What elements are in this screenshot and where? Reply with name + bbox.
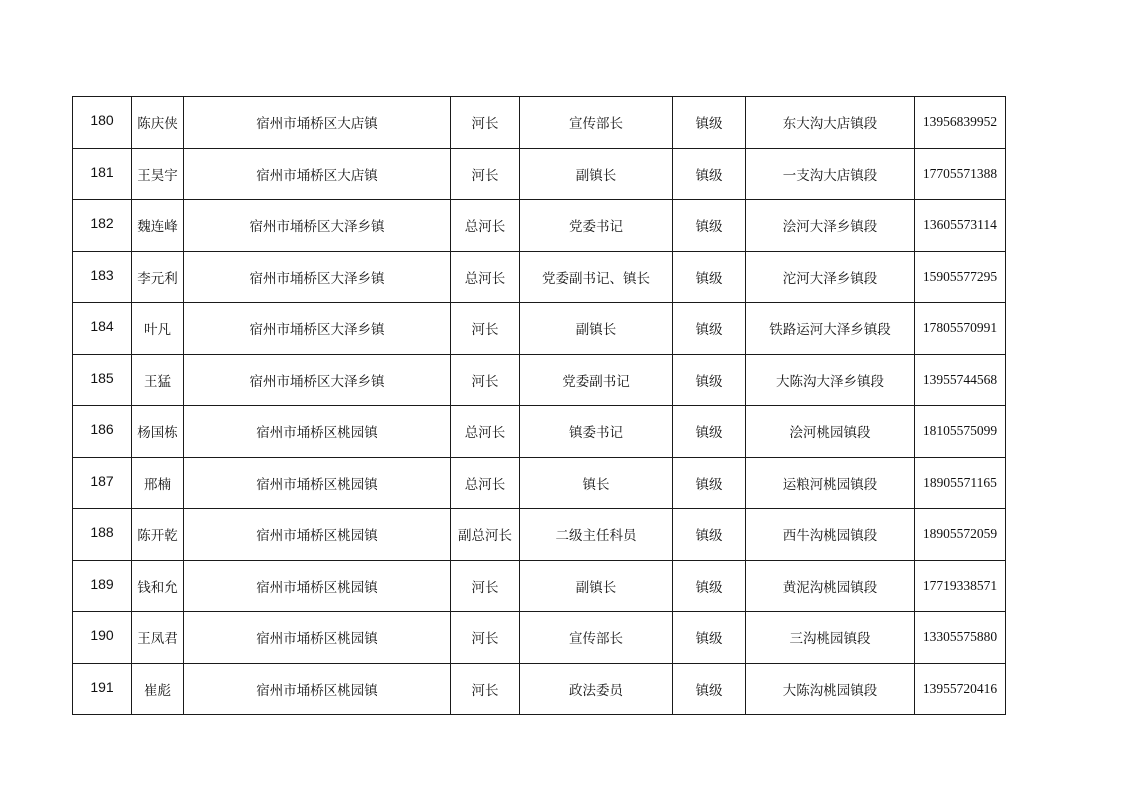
cell-unit: 宿州市埇桥区大泽乡镇 (184, 200, 451, 252)
cell-level: 镇级 (673, 457, 746, 509)
cell-role: 河长 (451, 560, 520, 612)
cell-name: 陈庆侠 (132, 97, 184, 149)
cell-level: 镇级 (673, 663, 746, 715)
cell-position: 政法委员 (520, 663, 673, 715)
cell-number: 180 (73, 97, 132, 149)
cell-section: 沱河大泽乡镇段 (746, 251, 915, 303)
cell-position: 宣传部长 (520, 97, 673, 149)
cell-role: 副总河长 (451, 509, 520, 561)
cell-name: 邢楠 (132, 457, 184, 509)
cell-position: 宣传部长 (520, 612, 673, 664)
cell-phone: 17719338571 (915, 560, 1006, 612)
cell-section: 浍河大泽乡镇段 (746, 200, 915, 252)
cell-position: 副镇长 (520, 560, 673, 612)
cell-number: 184 (73, 303, 132, 355)
cell-phone: 13955720416 (915, 663, 1006, 715)
cell-name: 杨国栋 (132, 406, 184, 458)
cell-number: 187 (73, 457, 132, 509)
cell-role: 总河长 (451, 200, 520, 252)
cell-name: 钱和允 (132, 560, 184, 612)
cell-level: 镇级 (673, 612, 746, 664)
cell-role: 河长 (451, 354, 520, 406)
table-row (73, 560, 1006, 612)
cell-position: 党委副书记 (520, 354, 673, 406)
table-row (73, 612, 1006, 664)
cell-section: 浍河桃园镇段 (746, 406, 915, 458)
cell-number: 189 (73, 560, 132, 612)
cell-section: 西牛沟桃园镇段 (746, 509, 915, 561)
cell-number: 185 (73, 354, 132, 406)
cell-phone: 13305575880 (915, 612, 1006, 664)
cell-unit: 宿州市埇桥区大店镇 (184, 148, 451, 200)
cell-role: 河长 (451, 663, 520, 715)
cell-section: 大陈沟桃园镇段 (746, 663, 915, 715)
table-row (73, 251, 1006, 303)
cell-phone: 13605573114 (915, 200, 1006, 252)
cell-role: 总河长 (451, 457, 520, 509)
cell-unit: 宿州市埇桥区桃园镇 (184, 663, 451, 715)
cell-role: 河长 (451, 97, 520, 149)
cell-name: 崔彪 (132, 663, 184, 715)
cell-unit: 宿州市埇桥区大店镇 (184, 97, 451, 149)
cell-section: 大陈沟大泽乡镇段 (746, 354, 915, 406)
cell-level: 镇级 (673, 354, 746, 406)
cell-section: 一支沟大店镇段 (746, 148, 915, 200)
cell-level: 镇级 (673, 97, 746, 149)
cell-number: 191 (73, 663, 132, 715)
table-row (73, 509, 1006, 561)
cell-level: 镇级 (673, 303, 746, 355)
cell-unit: 宿州市埇桥区桃园镇 (184, 560, 451, 612)
cell-section: 铁路运河大泽乡镇段 (746, 303, 915, 355)
table-row (73, 97, 1006, 149)
cell-position: 副镇长 (520, 303, 673, 355)
cell-number: 188 (73, 509, 132, 561)
table-row (73, 663, 1006, 715)
cell-role: 总河长 (451, 406, 520, 458)
cell-phone: 18905572059 (915, 509, 1006, 561)
cell-name: 王凤君 (132, 612, 184, 664)
cell-level: 镇级 (673, 509, 746, 561)
cell-unit: 宿州市埇桥区大泽乡镇 (184, 354, 451, 406)
cell-level: 镇级 (673, 560, 746, 612)
cell-section: 东大沟大店镇段 (746, 97, 915, 149)
cell-name: 王猛 (132, 354, 184, 406)
cell-number: 190 (73, 612, 132, 664)
cell-position: 镇委书记 (520, 406, 673, 458)
cell-number: 182 (73, 200, 132, 252)
table-row (73, 200, 1006, 252)
cell-name: 叶凡 (132, 303, 184, 355)
table-body (73, 97, 1006, 715)
cell-unit: 宿州市埇桥区桃园镇 (184, 612, 451, 664)
cell-name: 魏连峰 (132, 200, 184, 252)
cell-phone: 18905571165 (915, 457, 1006, 509)
cell-number: 181 (73, 148, 132, 200)
table-row (73, 406, 1006, 458)
table-row (73, 457, 1006, 509)
cell-unit: 宿州市埇桥区桃园镇 (184, 509, 451, 561)
cell-level: 镇级 (673, 406, 746, 458)
cell-name: 陈开乾 (132, 509, 184, 561)
cell-role: 总河长 (451, 251, 520, 303)
cell-unit: 宿州市埇桥区桃园镇 (184, 457, 451, 509)
cell-unit: 宿州市埇桥区桃园镇 (184, 406, 451, 458)
cell-level: 镇级 (673, 148, 746, 200)
cell-role: 河长 (451, 148, 520, 200)
table-row (73, 354, 1006, 406)
cell-position: 党委书记 (520, 200, 673, 252)
cell-role: 河长 (451, 612, 520, 664)
cell-unit: 宿州市埇桥区大泽乡镇 (184, 303, 451, 355)
cell-phone: 18105575099 (915, 406, 1006, 458)
cell-position: 镇长 (520, 457, 673, 509)
river-chief-table (72, 96, 1006, 715)
cell-phone: 13956839952 (915, 97, 1006, 149)
table-row (73, 303, 1006, 355)
cell-position: 党委副书记、镇长 (520, 251, 673, 303)
table-row (73, 148, 1006, 200)
cell-number: 186 (73, 406, 132, 458)
cell-phone: 15905577295 (915, 251, 1006, 303)
cell-level: 镇级 (673, 251, 746, 303)
cell-phone: 17705571388 (915, 148, 1006, 200)
cell-section: 三沟桃园镇段 (746, 612, 915, 664)
cell-role: 河长 (451, 303, 520, 355)
cell-level: 镇级 (673, 200, 746, 252)
cell-number: 183 (73, 251, 132, 303)
cell-phone: 13955744568 (915, 354, 1006, 406)
cell-position: 副镇长 (520, 148, 673, 200)
cell-section: 黄泥沟桃园镇段 (746, 560, 915, 612)
cell-name: 王昊宇 (132, 148, 184, 200)
cell-phone: 17805570991 (915, 303, 1006, 355)
cell-unit: 宿州市埇桥区大泽乡镇 (184, 251, 451, 303)
cell-section: 运粮河桃园镇段 (746, 457, 915, 509)
cell-name: 李元利 (132, 251, 184, 303)
cell-position: 二级主任科员 (520, 509, 673, 561)
